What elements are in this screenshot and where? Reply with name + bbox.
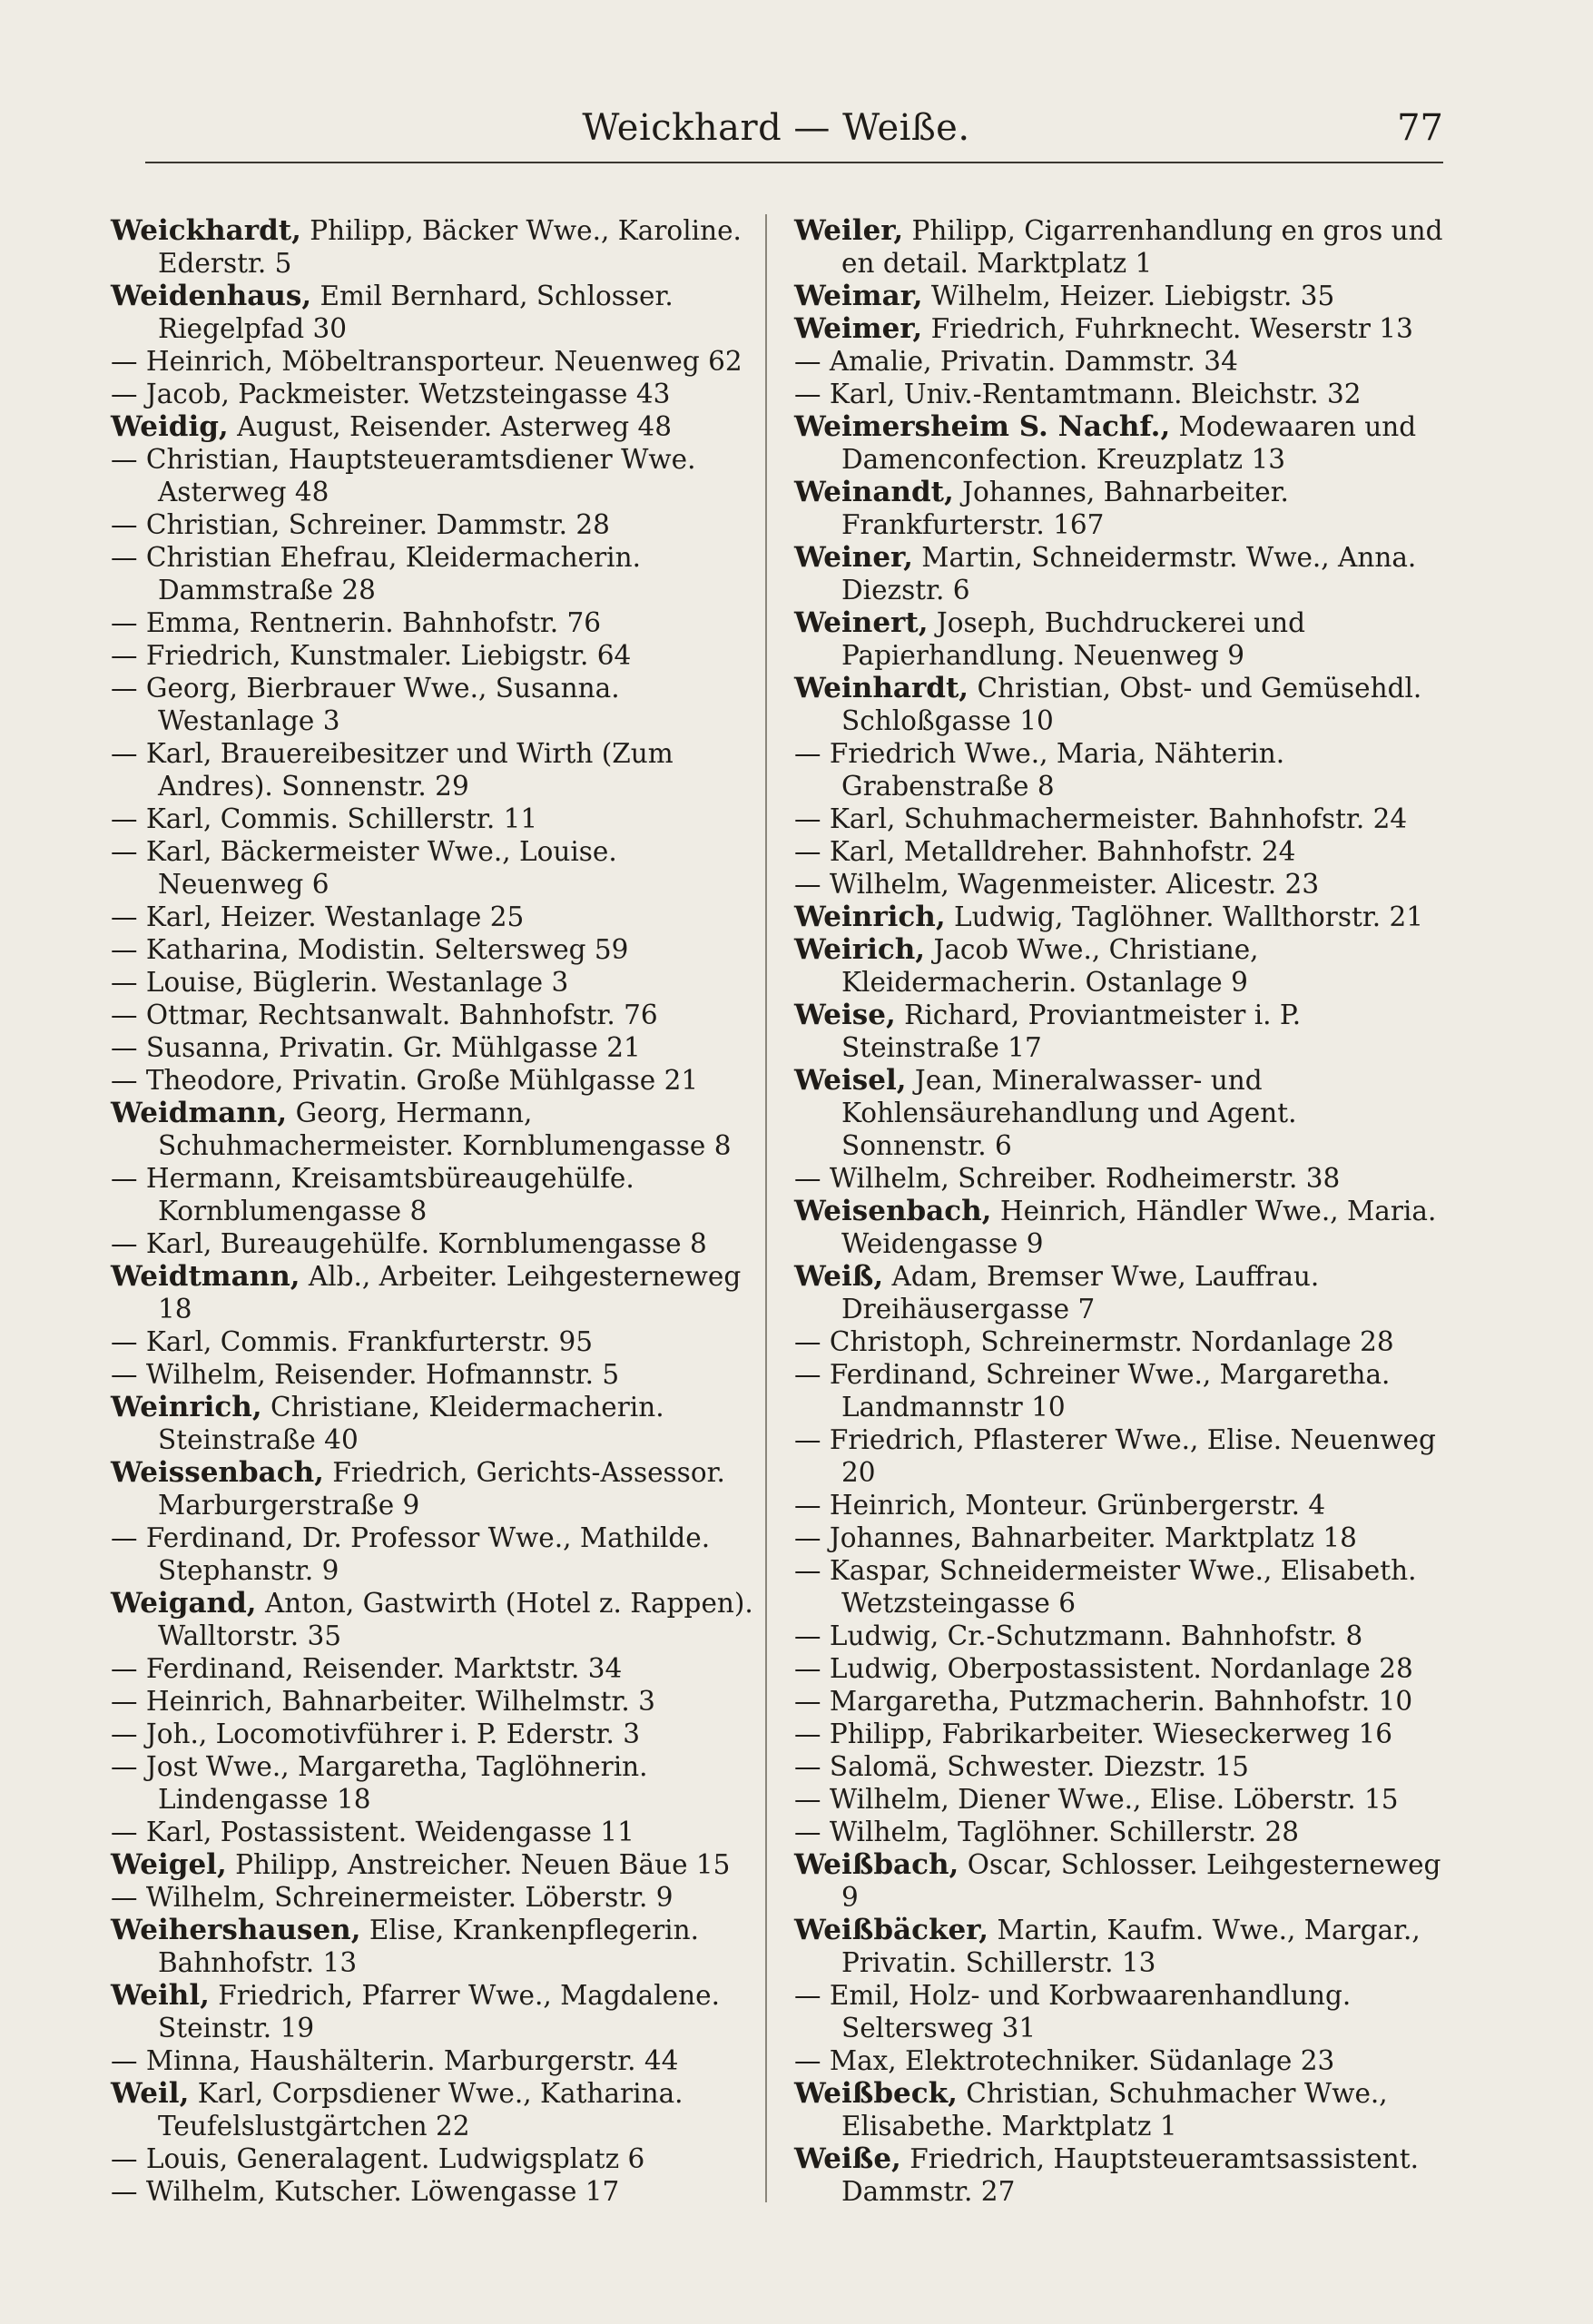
entry-surname: Weickhardt, — [111, 214, 301, 247]
entry-details: Friedrich, Fuhrknecht. Weserstr 13 — [922, 313, 1413, 344]
entry-surname: Weimersheim S. Nachf., — [794, 410, 1171, 443]
entry-details: Martin, Kaufm. Wwe., Margar., Privatin. Schillerstr. 13 — [841, 1915, 1421, 1978]
entry-surname: Weimar, — [794, 280, 923, 312]
directory-entry — [111, 1587, 764, 1652]
entry-details: Jean, Mineralwasser- und Kohlensäurehandlung und Agent. Sonnenstr. 6 — [841, 1065, 1297, 1161]
directory-entry — [794, 1848, 1448, 1914]
entry-surname: Weimer, — [794, 312, 923, 345]
directory-entry — [794, 1521, 1448, 1554]
directory-entry — [111, 1718, 764, 1750]
column-divider — [765, 214, 767, 2202]
entry-details: — Karl, Bäckermeister Wwe., Louise. Neuenweg 6 — [111, 836, 617, 900]
entry-details: — Johannes, Bahnarbeiter. Marktplatz 18 — [794, 1522, 1357, 1553]
entry-surname: Weidmann, — [111, 1097, 288, 1129]
entry-surname: Weinert, — [794, 606, 929, 639]
directory-entry — [111, 410, 764, 443]
directory-entry — [111, 933, 764, 966]
entry-details: — Friedrich, Kunstmaler. Liebigstr. 64 — [111, 640, 632, 671]
directory-entry — [794, 1652, 1448, 1685]
running-title: Weickhard — Weiße. — [582, 107, 970, 149]
entry-details: — Karl, Schuhmachermeister. Bahnhofstr. 24 — [794, 803, 1408, 834]
entry-surname: Weiße, — [794, 2142, 901, 2175]
directory-entry — [111, 1914, 764, 1979]
entry-surname: Weißbeck, — [794, 2077, 958, 2110]
entry-details: — Karl, Brauereibesitzer und Wirth (Zum Andres). Sonnenstr. 29 — [111, 738, 674, 802]
directory-entry — [794, 803, 1448, 835]
directory-entry — [111, 1816, 764, 1848]
entry-details: — Minna, Haushälterin. Marburgerstr. 44 — [111, 2045, 679, 2076]
entry-details: Christian, Obst- und Gemüsehdl. Schloßgasse 10 — [841, 673, 1422, 736]
directory-entry — [794, 476, 1448, 541]
entry-details: — Philipp, Fabrikarbeiter. Wieseckerweg 16 — [794, 1718, 1393, 1749]
directory-entry — [111, 639, 764, 672]
directory-entry — [794, 606, 1448, 672]
entry-details: — Wilhelm, Reisender. Hofmannstr. 5 — [111, 1359, 620, 1390]
entry-surname: Weiler, — [794, 214, 904, 247]
directory-entry — [111, 999, 764, 1031]
directory-entry — [111, 1979, 764, 2044]
directory-entry — [111, 1358, 764, 1391]
directory-entry — [111, 1652, 764, 1685]
entry-details: — Wilhelm, Diener Wwe., Elise. Löberstr. 15 — [794, 1784, 1399, 1815]
directory-entry — [111, 378, 764, 410]
entry-details: Emil Bernhard, Schlosser. Riegelpfad 30 — [158, 281, 674, 344]
directory-entry — [111, 1227, 764, 1260]
left-column — [111, 214, 764, 2208]
directory-entry — [111, 2077, 764, 2142]
entry-details: Ludwig, Taglöhner. Wallthorstr. 21 — [945, 901, 1424, 932]
entry-details: Friedrich, Hauptsteueramtsassistent. Dammstr. 27 — [841, 2143, 1419, 2207]
directory-entry — [794, 672, 1448, 737]
entry-surname: Weißbäcker, — [794, 1914, 989, 1946]
entry-details: — Margaretha, Putzmacherin. Bahnhofstr. 10 — [794, 1686, 1413, 1717]
directory-entry — [111, 606, 764, 639]
directory-entry — [794, 1816, 1448, 1848]
entry-surname: Weise, — [794, 999, 896, 1031]
entry-details: — Max, Elektrotechniker. Südanlage 23 — [794, 2045, 1335, 2076]
entry-surname: Weissenbach, — [111, 1456, 324, 1489]
entry-details: Elise, Krankenpflegerin. Bahnhofstr. 13 — [158, 1915, 699, 1978]
entry-details: — Katharina, Modistin. Seltersweg 59 — [111, 934, 629, 965]
entry-details: — Ferdinand, Dr. Professor Wwe., Mathilde. Stephanstr. 9 — [111, 1522, 711, 1586]
directory-entry — [111, 1881, 764, 1914]
directory-entry — [111, 803, 764, 835]
entry-surname: Weil, — [111, 2077, 190, 2110]
entry-details: Philipp, Anstreicher. Neuen Bäue 15 — [226, 1849, 731, 1880]
directory-entry — [111, 1391, 764, 1456]
entry-details: Martin, Schneidermstr. Wwe., Anna. Diezstr. 6 — [841, 542, 1417, 606]
entry-details: — Ottmar, Rechtsanwalt. Bahnhofstr. 76 — [111, 1000, 658, 1030]
entry-surname: Weidig, — [111, 410, 229, 443]
directory-entry — [794, 901, 1448, 933]
entry-details: Alb., Arbeiter. Leihgesterneweg 18 — [158, 1261, 742, 1324]
directory-entry — [111, 1162, 764, 1227]
entry-details: Christiane, Kleidermacherin. Steinstraße 40 — [158, 1392, 664, 1455]
directory-entry — [794, 541, 1448, 606]
directory-entry — [794, 1620, 1448, 1652]
directory-entry — [794, 345, 1448, 378]
entry-details: Johannes, Bahnarbeiter. Frankfurterstr. 167 — [841, 477, 1289, 540]
entry-details: — Theodore, Privatin. Große Mühlgasse 21 — [111, 1065, 699, 1096]
directory-entry — [794, 1685, 1448, 1718]
directory-entry — [111, 1521, 764, 1587]
entry-surname: Weirich, — [794, 933, 926, 966]
directory-entry — [111, 1750, 764, 1816]
directory-entry — [111, 1031, 764, 1064]
directory-entry — [794, 214, 1448, 280]
entry-details: — Friedrich, Pflasterer Wwe., Elise. Neuenweg 20 — [794, 1424, 1436, 1488]
entry-details: — Heinrich, Bahnarbeiter. Wilhelmstr. 3 — [111, 1686, 655, 1717]
directory-entry — [794, 2044, 1448, 2077]
directory-entry — [111, 1097, 764, 1162]
entry-details: — Friedrich Wwe., Maria, Nähterin. Grabenstraße 8 — [794, 738, 1285, 802]
directory-entry — [794, 1325, 1448, 1358]
entry-surname: Weiner, — [794, 541, 913, 574]
entry-surname: Weißbach, — [794, 1848, 959, 1881]
entry-details: — Wilhelm, Schreinermeister. Löberstr. 9 — [111, 1882, 674, 1913]
entry-details: — Wilhelm, Taglöhner. Schillerstr. 28 — [794, 1817, 1300, 1847]
directory-entry — [111, 1325, 764, 1358]
directory-entry — [794, 1718, 1448, 1750]
entry-details: Karl, Corpsdiener Wwe., Katharina. Teufelslustgärtchen 22 — [158, 2078, 683, 2142]
entry-details: — Joh., Locomotivführer i. P. Ederstr. 3 — [111, 1718, 641, 1749]
directory-entry — [794, 1195, 1448, 1260]
entry-details: Modewaaren und Damenconfection. Kreuzplatz 13 — [841, 411, 1417, 475]
entry-surname: Weisel, — [794, 1064, 907, 1097]
entry-details: — Emil, Holz- und Korbwaarenhandlung. Seltersweg 31 — [794, 1980, 1352, 2043]
directory-entry — [111, 2044, 764, 2077]
entry-surname: Weinrich, — [111, 1391, 262, 1423]
page-header — [109, 107, 1443, 162]
entry-details: — Wilhelm, Kutscher. Löwengasse 17 — [111, 2176, 620, 2207]
directory-entry — [111, 2175, 764, 2208]
directory-entry — [794, 933, 1448, 999]
directory-entry — [111, 541, 764, 606]
entry-details: August, Reisender. Asterweg 48 — [228, 411, 673, 442]
directory-entry — [794, 1260, 1448, 1325]
page-number: 77 — [1397, 107, 1443, 149]
directory-entry — [794, 312, 1448, 345]
entry-details: Jacob Wwe., Christiane, Kleidermacherin. Ostanlage 9 — [841, 934, 1259, 998]
entry-details: — Kaspar, Schneidermeister Wwe., Elisabeth. Wetzsteingasse 6 — [794, 1555, 1417, 1619]
entry-details: — Christoph, Schreinermstr. Nordanlage 28 — [794, 1326, 1394, 1357]
directory-entry — [111, 1260, 764, 1325]
directory-entry — [111, 1456, 764, 1521]
directory-entry — [794, 1489, 1448, 1521]
entry-details: — Karl, Heizer. Westanlage 25 — [111, 901, 525, 932]
entry-details: — Susanna, Privatin. Gr. Mühlgasse 21 — [111, 1032, 641, 1063]
directory-entry — [794, 835, 1448, 868]
directory-entry — [794, 2142, 1448, 2208]
directory-entry — [794, 737, 1448, 803]
entry-surname: Weigand, — [111, 1587, 257, 1620]
entry-details: — Jost Wwe., Margaretha, Taglöhnerin. Lindengasse 18 — [111, 1751, 648, 1815]
directory-entry — [794, 1979, 1448, 2044]
header-rule — [145, 162, 1443, 163]
entry-details: Heinrich, Händler Wwe., Maria. Weidengasse 9 — [841, 1196, 1437, 1259]
directory-entry — [111, 2142, 764, 2175]
directory-entry — [794, 1423, 1448, 1489]
entry-details: — Wilhelm, Wagenmeister. Alicestr. 23 — [794, 869, 1320, 900]
entry-details: Richard, Proviantmeister i. P. Steinstraße 17 — [841, 1000, 1302, 1063]
directory-entry — [111, 1685, 764, 1718]
directory-entry — [794, 999, 1448, 1064]
entry-details: — Karl, Metalldreher. Bahnhofstr. 24 — [794, 836, 1296, 867]
entry-details: — Karl, Commis. Frankfurterstr. 95 — [111, 1326, 594, 1357]
entry-details: Georg, Hermann, Schuhmachermeister. Kornblumengasse 8 — [158, 1098, 732, 1161]
directory-entry — [111, 280, 764, 345]
entry-details: — Karl, Commis. Schillerstr. 11 — [111, 803, 538, 834]
entry-details: — Emma, Rentnerin. Bahnhofstr. 76 — [111, 607, 602, 638]
entry-details: — Heinrich, Möbeltransporteur. Neuenweg 62 — [111, 346, 742, 377]
entry-details: — Christian, Hauptsteueramtsdiener Wwe. Asterweg 48 — [111, 444, 696, 507]
entry-details: — Karl, Bureaugehülfe. Kornblumengasse 8 — [111, 1228, 707, 1259]
directory-entry — [794, 1162, 1448, 1195]
entry-surname: Weinhardt, — [794, 672, 969, 704]
directory-entry — [794, 1554, 1448, 1620]
entry-details: Anton, Gastwirth (Hotel z. Rappen). Walltorstr. 35 — [158, 1588, 753, 1651]
directory-entry — [794, 378, 1448, 410]
entry-details: — Hermann, Kreisamtsbüreaugehülfe. Kornblumengasse 8 — [111, 1163, 634, 1226]
directory-entry — [111, 835, 764, 901]
entry-details: — Karl, Univ.-Rentamtmann. Bleichstr. 32 — [794, 379, 1362, 409]
entry-details: — Amalie, Privatin. Dammstr. 34 — [794, 346, 1238, 377]
entry-surname: Weidtmann, — [111, 1260, 300, 1293]
entry-surname: Weinandt, — [794, 476, 954, 508]
directory-entry — [794, 1358, 1448, 1423]
entry-details: — Ferdinand, Schreiner Wwe., Margaretha. Landmannstr 10 — [794, 1359, 1391, 1423]
right-column — [794, 214, 1448, 2208]
directory-entry — [794, 280, 1448, 312]
entry-surname: Weihl, — [111, 1979, 210, 2012]
entry-details: — Wilhelm, Schreiber. Rodheimerstr. 38 — [794, 1163, 1341, 1194]
entry-surname: Weiß, — [794, 1260, 884, 1293]
entry-details: Philipp, Cigarrenhandlung en gros und en detail. Marktplatz 1 — [841, 215, 1443, 279]
entry-details: Philipp, Bäcker Wwe., Karoline. Ederstr. 5 — [158, 215, 742, 279]
entry-details: — Karl, Postassistent. Weidengasse 11 — [111, 1817, 634, 1847]
directory-entry — [111, 672, 764, 737]
directory-entry — [794, 410, 1448, 476]
entry-details: Adam, Bremser Wwe, Lauffrau. Dreihäusergasse 7 — [841, 1261, 1320, 1324]
directory-entry — [794, 2077, 1448, 2142]
entry-details: — Louise, Büglerin. Westanlage 3 — [111, 967, 569, 998]
directory-entry — [111, 1064, 764, 1097]
directory-entry — [794, 1750, 1448, 1783]
entry-details: — Ludwig, Cr.-Schutzmann. Bahnhofstr. 8 — [794, 1620, 1363, 1651]
entry-details: — Louis, Generalagent. Ludwigsplatz 6 — [111, 2143, 645, 2174]
entry-details: — Ludwig, Oberpostassistent. Nordanlage 28 — [794, 1653, 1413, 1684]
directory-entry — [111, 345, 764, 378]
entry-details: Friedrich, Pfarrer Wwe., Magdalene. Steinstr. 19 — [158, 1980, 720, 2043]
directory-entry — [111, 966, 764, 999]
entry-details: Oscar, Schlosser. Leihgesterneweg 9 — [841, 1849, 1441, 1913]
directory-entry — [794, 868, 1448, 901]
entry-surname: Weihershausen, — [111, 1914, 361, 1946]
entry-details: Joseph, Buchdruckerei und Papierhandlung. Neuenweg 9 — [841, 607, 1305, 671]
directory-entry — [111, 737, 764, 803]
entry-details: — Ferdinand, Reisender. Marktstr. 34 — [111, 1653, 623, 1684]
entry-details: — Christian Ehefrau, Kleidermacherin. Dammstraße 28 — [111, 542, 641, 606]
directory-entry — [111, 443, 764, 508]
directory-entry — [794, 1783, 1448, 1816]
directory-entry — [111, 1848, 764, 1881]
directory-entry — [111, 901, 764, 933]
entry-surname: Weinrich, — [794, 901, 946, 933]
directory-entry — [794, 1914, 1448, 1979]
entry-details: Christian, Schuhmacher Wwe., Elisabethe. Marktplatz 1 — [841, 2078, 1388, 2142]
entry-details: — Salomä, Schwester. Diezstr. 15 — [794, 1751, 1249, 1782]
entry-details: Friedrich, Gerichts-Assessor. Marburgerstraße 9 — [158, 1457, 725, 1521]
entry-details: — Christian, Schreiner. Dammstr. 28 — [111, 509, 610, 540]
entry-details: — Jacob, Packmeister. Wetzsteingasse 43 — [111, 379, 671, 409]
entry-details: — Georg, Bierbrauer Wwe., Susanna. Westanlage 3 — [111, 673, 620, 736]
entry-details: — Heinrich, Monteur. Grünbergerstr. 4 — [794, 1490, 1326, 1521]
entry-surname: Weigel, — [111, 1848, 227, 1881]
directory-entry — [111, 214, 764, 280]
entry-surname: Weisenbach, — [794, 1195, 992, 1227]
directory-entry — [111, 508, 764, 541]
entry-surname: Weidenhaus, — [111, 280, 312, 312]
entry-details: Wilhelm, Heizer. Liebigstr. 35 — [922, 281, 1335, 311]
directory-entry — [794, 1064, 1448, 1162]
